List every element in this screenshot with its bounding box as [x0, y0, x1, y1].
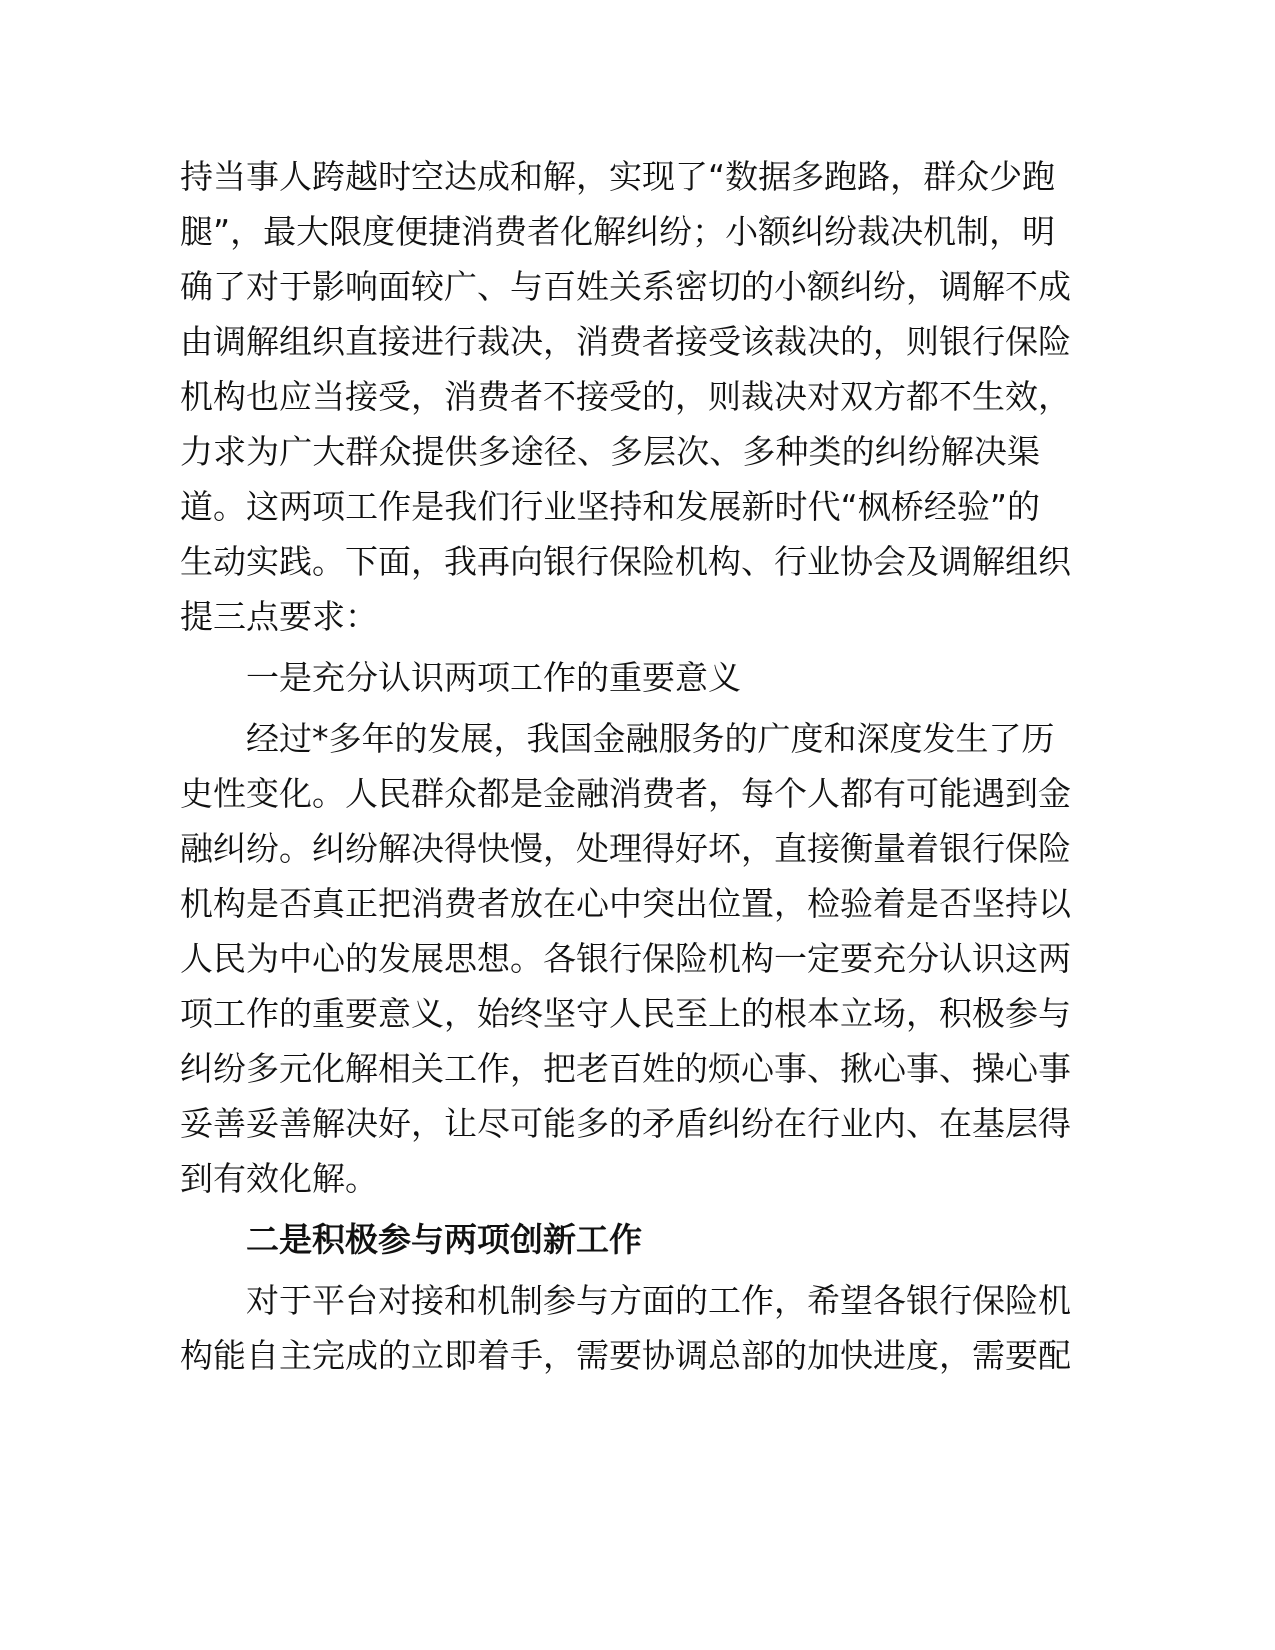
paragraph-section-2	[180, 1273, 1071, 1383]
paragraph-section-1	[180, 711, 1071, 1206]
text-line: 人民为中心的发展思想。各银行保险机构一定要充分认识这两	[180, 939, 1071, 978]
text-line: 经过*多年的发展，我国金融服务的广度和深度发生了历	[180, 719, 1055, 758]
text-line: 项工作的重要意义，始终坚守人民至上的根本立场，积极参与	[180, 994, 1071, 1033]
text-line: 对于平台对接和机制参与方面的工作，希望各银行保险机	[180, 1281, 1071, 1320]
text-line: 确了对于影响面较广、与百姓关系密切的小额纠纷，调解不成	[180, 267, 1071, 306]
text-line: 力求为广大群众提供多途径、多层次、多种类的纠纷解决渠	[180, 432, 1040, 471]
paragraph-intro	[180, 149, 1071, 644]
text-line: 机构是否真正把消费者放在心中突出位置，检验着是否坚持以	[180, 884, 1071, 923]
text-line: 生动实践。下面，我再向银行保险机构、行业协会及调解组织	[180, 542, 1071, 581]
text-line: 提三点要求：	[180, 597, 378, 636]
text-line: 机构也应当接受，消费者不接受的，则裁决对双方都不生效，	[180, 377, 1071, 416]
text-line: 由调解组织直接进行裁决，消费者接受该裁决的，则银行保险	[180, 322, 1071, 361]
text-line: 妥善妥善解决好，让尽可能多的矛盾纠纷在行业内、在基层得	[180, 1104, 1071, 1143]
text-line: 到有效化解。	[180, 1159, 378, 1198]
text-line: 持当事人跨越时空达成和解，实现了“数据多跑路，群众少跑	[180, 157, 1056, 196]
text-line: 构能自主完成的立即着手，需要协调总部的加快进度，需要配	[180, 1336, 1071, 1375]
document-body	[180, 149, 1071, 1383]
text-line: 融纠纷。纠纷解决得快慢，处理得好坏，直接衡量着银行保险	[180, 829, 1071, 868]
text-line: 腿”，最大限度便捷消费者化解纠纷；小额纠纷裁决机制，明	[180, 212, 1056, 251]
section-heading-2: 二是积极参与两项创新工作	[246, 1220, 642, 1259]
text-line: 史性变化。人民群众都是金融消费者，每个人都有可能遇到金	[180, 774, 1071, 813]
text-line: 纠纷多元化解相关工作，把老百姓的烦心事、揪心事、操心事	[180, 1049, 1071, 1088]
section-heading-1: 一是充分认识两项工作的重要意义	[246, 658, 741, 697]
text-line: 道。这两项工作是我们行业坚持和发展新时代“枫桥经验”的	[180, 487, 1040, 526]
